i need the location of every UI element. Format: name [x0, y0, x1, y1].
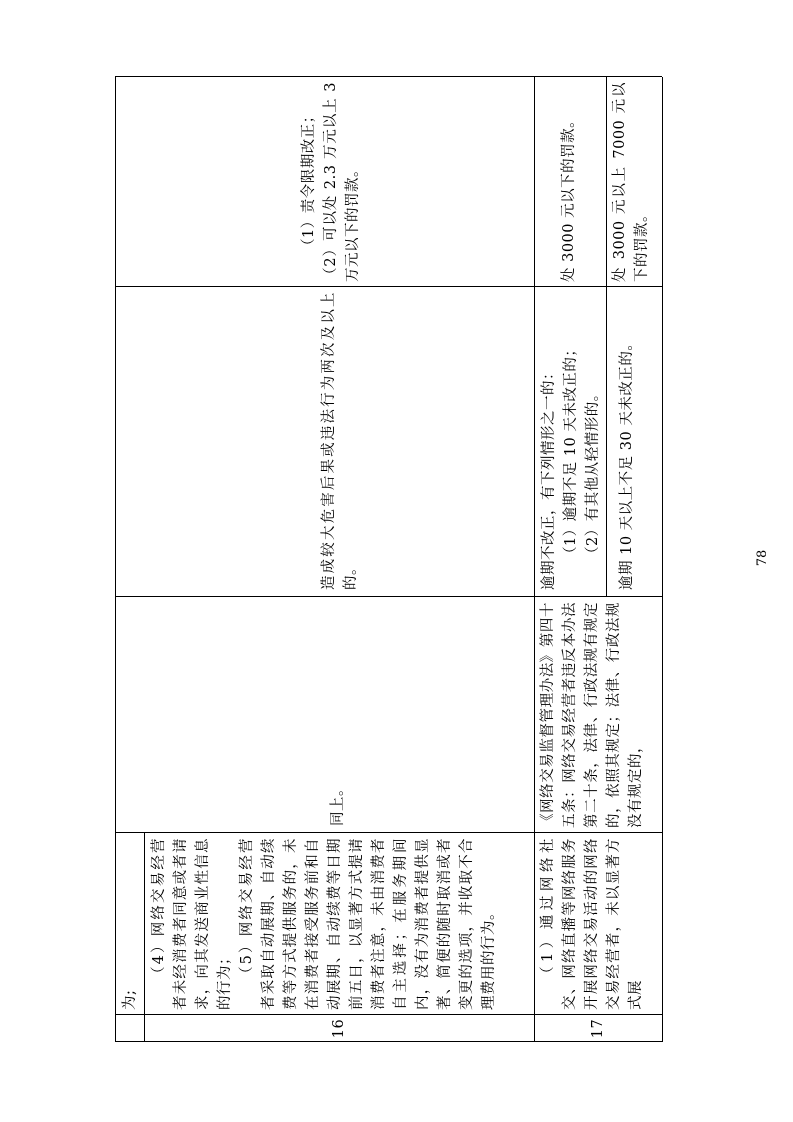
page-number: 78 — [754, 549, 770, 567]
table-border-right — [115, 76, 662, 77]
row-16-violation-text: （4）网络交易经营者未经消费者同意或者请求，向其发送商业性信息的行为； （5）网络交易经营者采取自动展期、自动续费等方式提供服务的，未在消费者接受服务前和自动展期、自动续费等日期前五日，以显著方式提请消费者注意，未由消费者自主选择；在服务期间内，没有为消费者提供显著、简便的随时取消或者变更的选项，并收取不合理费用的行为。 — [151, 838, 497, 1010]
row-17-circumstance-b: 逾期 10 天以上不足 30 天未改正的。 — [619, 335, 635, 590]
column-divider — [115, 596, 662, 597]
row-17-penalty-a: 处 3000 元以下的罚款。 — [561, 112, 577, 282]
column-divider — [115, 832, 662, 833]
row-17-violation-text: （1）通过网络社交、网络直播等网络服务开展网络交易活动的网络交易经营者，未以显著方式展 — [540, 838, 644, 1010]
table-border-bottom — [662, 77, 663, 1042]
row-17-legal-basis: 《网络交易监督管理办法》第四十五条：网络交易经营者违反本办法第二十条，法律、行政法规有规定的，依照其规定；法律、行政法规没有规定的， — [540, 602, 644, 828]
top-fragment-text: 为; — [122, 989, 138, 1010]
row-17-circumstance-a: 逾期不改正，有下列情形之一的： （1）逾期不足 10 天未改正的； （2）有其他从轻情形的。 — [541, 341, 601, 590]
row-17-number: 17 — [590, 1018, 606, 1039]
column-divider — [115, 286, 662, 287]
row-17-penalty-b: 处 3000 元以上 7000 元以下的罚款。 — [612, 82, 650, 282]
row-16-circumstance: 造成较大危害后果或违法行为两次及以上的。 — [321, 292, 359, 590]
row-16-legal-basis: 同上。 — [330, 781, 346, 826]
table-border-top — [115, 77, 116, 1042]
row-divider — [144, 833, 145, 1042]
row-divider — [534, 77, 535, 1042]
row-divider — [606, 77, 607, 597]
row-16-number: 16 — [331, 1018, 347, 1039]
rotated-table-page — [115, 77, 662, 1042]
row-16-penalty: （1）责令限期改正； （2）可以处 2.3 万元以上 3 万元以下的罚款。 — [301, 82, 361, 282]
